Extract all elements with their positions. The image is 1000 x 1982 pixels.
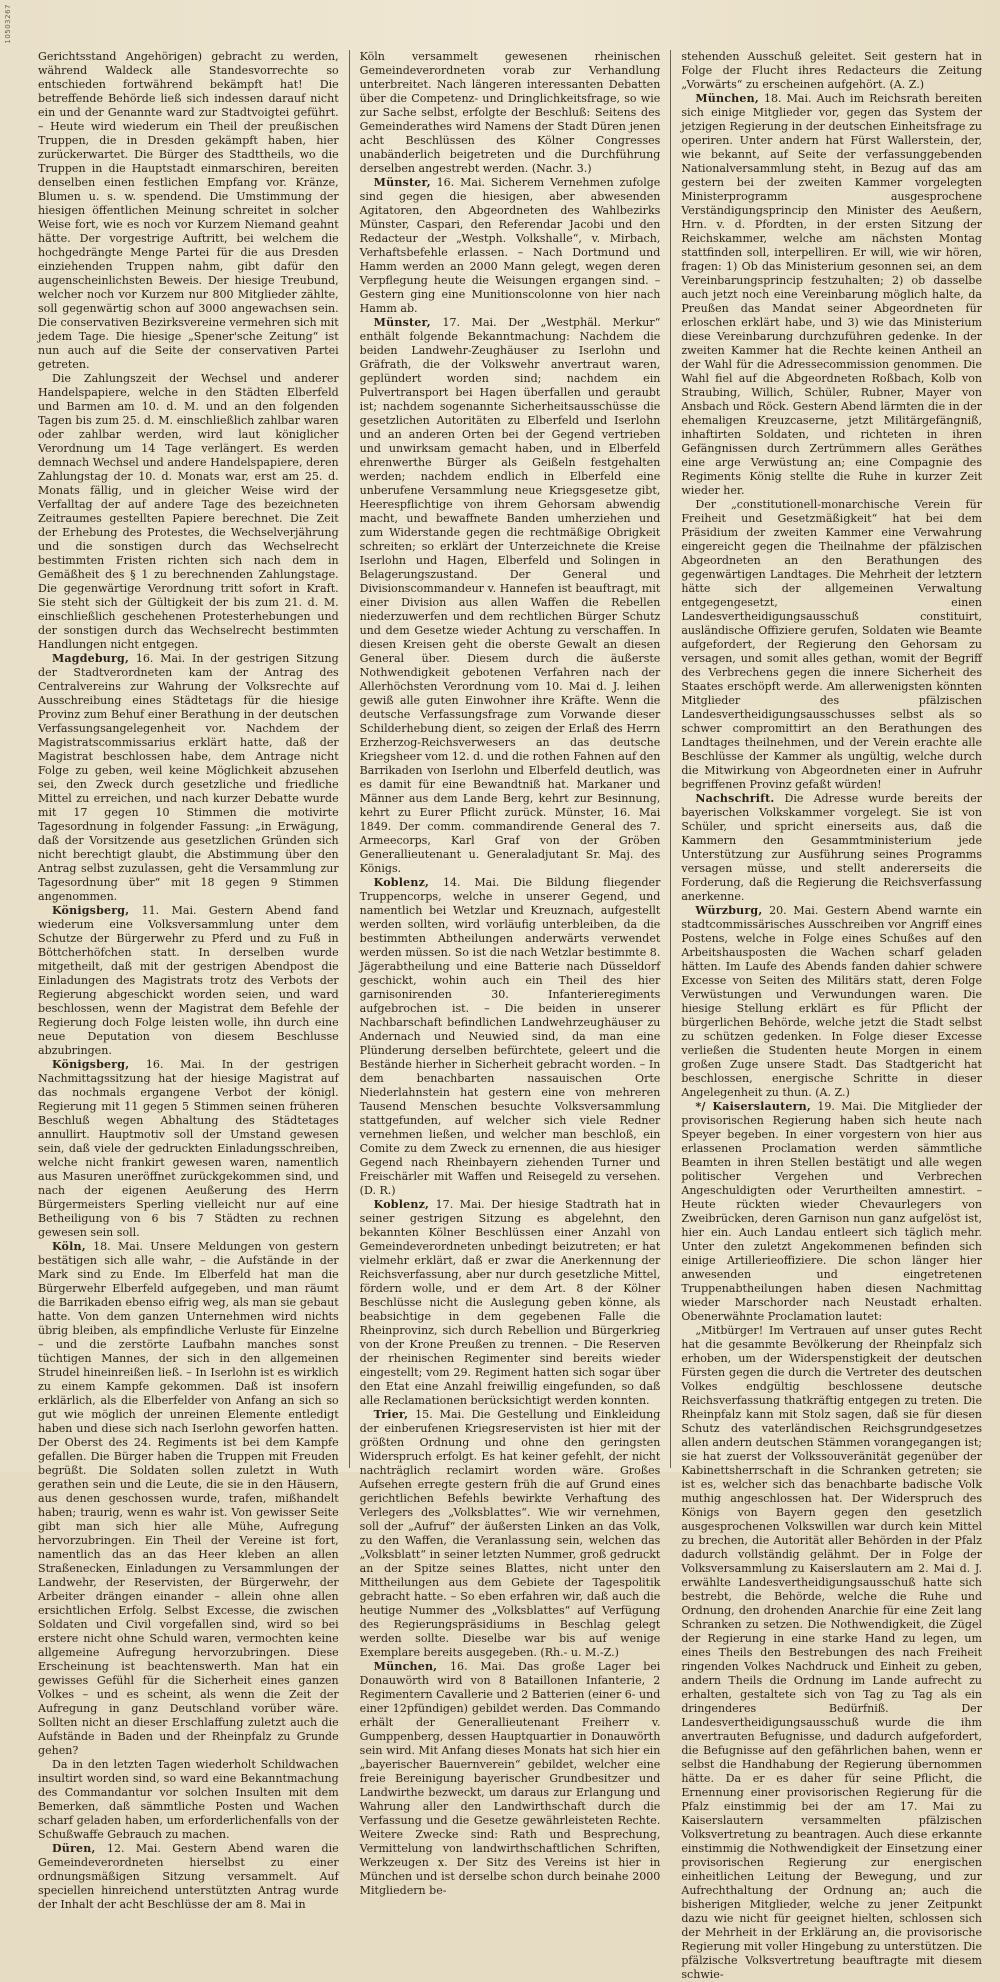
article-paragraph: [38, 652, 339, 904]
article-text: 15. Mai. Die Gestellung und Einkleidung der einberufenen Kriegsreservisten ist hier mit der größten Ordnung und ohne den geringsten Widerspruch erfolgt. Es hat keiner gefehlt, der nicht nachträglich reclamirt worden wäre. Großes Aufsehen erregte gestern früh die auf Grund eines gerichtlichen Befehls bewirkte Verhaftung des Verlegers des „Volksblattes“. Wie wir vernehmen, soll der „Aufruf“ der äußersten Linken an das Volk, zu den Waffen, die Veranlassung sein, welchen das „Volksblatt“ in seiner letzten Nummer, groß gedruckt an der Spitze seines Blattes, nicht unter den Mittheilungen aus dem Gebiete der Tagespolitik gebracht hatte. – So eben erfahren wir, daß auch die heutige Nummer des „Volksblattes“ auf Verfügung des Regierungspräsidiums in Beschlag gelegt werden sollte. Dieselbe war bis auf wenige Exemplare bereits ausgegeben. (Rh.- u. M.-Z.): [359, 1408, 661, 1659]
article-text: 18. Mai. Auch im Reichsrath bereiten sich einige Mitglieder vor, gegen das System der jetzigen Regierung in der deutschen Einheitsfrage zu operiren. Unter andern hat Fürst Wallerstein, der, wie bekannt, auf Seite der verfassunggebenden Nationalversammlung steht, in Bezug auf das am gestern bei der zweiten Kammer vorgelegten Ministerprogramm ausgesprochene Verständigungsprincip den Minister des Aeußern, Hrn. v. d. Pfordten, in der ersten Sitzung der Reichskammer, welche am nächsten Montag stattfinden soll, interpelliren. Er will, wie wir hören, fragen: 1) Ob das Ministerium gesonnen sei, an dem Vereinbarungsprincip festzuhalten; 2) ob dasselbe auch jetzt noch eine Vereinbarung möglich halte, da Preußen das Mandat seiner Abgeordneten für erloschen erklärt habe, und 3) wie das Ministerium diese Vereinbarung durchzuführen gedenke. In der zweiten Kammer hat die Rechte keinen Antheil an der Wahl für die Adressecommission genommen. Die Wahl fiel auf die Abgeordneten Roßbach, Kolb von Straubing, Willich, Schüler, Rubner, Mayer von Ansbach und Röck. Gestern Abend lärmten die in der ehemaligen Kreuzcaserne, jetzt Militärgefängniß, inhaftirten Soldaten, und richteten in ihren Gefängnissen durch Zertrümmern alles Geräthes eine arge Verwüstung an; eine Compagnie des Regiments König stellte die Ruhe in kurzer Zeit wieder her.: [681, 92, 983, 497]
article-text: Der „constitutionell-monarchische Verein für Freiheit und Gesetzmäßigkeit“ hat bei dem Präsidium der zweiten Kammer eine Verwahrung eingereicht gegen die Theilnahme der pfälzischen Abgeordneten an den Berathungen des gegenwärtigen Landtages. Die Mehrheit der letztern hätte sich der allgemeinen Verwaltung entgegengesetzt, einen Landesvertheidigungsausschuß constituirt, ausländische Offiziere gerufen, Soldaten wie Beamte aufgefordert, der Regierung den Gehorsam zu versagen, und somit alles gethan, womit der Begriff des Verbrechens gegen die innere Sicherheit des Staates erschöpft werde. Am allerwenigsten könnten Mitglieder des pfälzischen Landesvertheidigungsausschusses selbst als so schwer compromittirt an den Berathungen des Landtages theilnehmen, und der Verein erachte alle Beschlüsse der Kammer als ungültig, welche durch die Mitwirkung von Abgeordneten einer in Aufruhr begriffenen Provinz gefaßt würden!: [681, 498, 983, 791]
article-dateline: Würzburg,: [695, 904, 763, 917]
article-text: 17. Mai. Der hiesige Stadtrath hat in seiner gestrigen Sitzung es abgelehnt, den bekannten Kölner Beschlüssen einer Anzahl von Gemeindeverordneten unbedingt beizutreten; er hat vielmehr erklärt, daß er zwar die Anerkennung der Reichsverfassung, aber nur durch gesetzliche Mittel, fördern wolle, und er dem Art. 8 der Kölner Beschlüsse nicht die Auslegung geben könne, als beabsichtige in dem gegebenen Falle die Rheinprovinz, sich durch Rebellion und Bürgerkrieg von der Krone Preußen zu trennen. – Die Reserven der rheinischen Regimenter sind bereits wieder eingestellt; vom 29. Regiment hatten sich sogar über den Etat eine Anzahl freiwillig eingefunden, so daß alle Reclamationen berücksichtigt werden konnten.: [359, 1198, 661, 1407]
article-paragraph: [681, 792, 982, 904]
article-paragraph: [360, 1408, 661, 1660]
article-text: Die Zahlungszeit der Wechsel und anderer Handelspapiere, welche in den Städten Elberfeld und Barmen am 10. d. M. und an den folgenden Tagen bis zum 25. d. M. einschließlich zahlbar waren oder zahlbar werden, wird laut königlicher Verordnung um 14 Tage verlängert. Es werden demnach Wechsel und andere Handelspapiere, deren Zahlungstag der 10. d. Monats war, erst am 25. d. Monats fällig, und in gleicher Weise wird der Verfalltag der auf andere Tage des bezeichneten Zeitraumes gestellten Papiere berechnet. Die Zeit der Erhebung des Protestes, die Wechselverjährung und die sonstigen durch das Wechselrecht bestimmten Fristen richten sich nach dem in Gemäßheit des § 1 zu berechnenden Zahlungstage. Die gegenwärtige Verordnung tritt sofort in Kraft. Sie steht sich der Gültigkeit der bis zum 21. d. M. einschließlich geschehenen Protesterhebungen und der sonstigen durch das Wechselrecht bestimmten Handlungen nicht entgegen.: [38, 372, 339, 651]
article-paragraph: [360, 1660, 661, 1898]
article-dateline: Münster,: [373, 316, 431, 329]
article-paragraph: [38, 1842, 339, 1912]
article-text: Köln versammelt gewesenen rheinischen Gemeindeverordneten vorab zur Verhandlung unterbreitet. Nach längeren interessanten Debatten über die Competenz- und Dringlichkeitsfrage, so wie zur Sache selbst, erfolgte der Beschluß: Seitens des Gemeinderathes wird Namens der Stadt Düren jenen acht Beschlüssen des Kölner Congresses unabänderlich beigetreten und die Durchführung derselben angestrebt werden. (Nachr. 3.): [359, 50, 661, 175]
column-1: [28, 50, 349, 1911]
article-text: 18. Mai. Unsere Meldungen von gestern bestätigen sich alle wahr, – die Aufstände in der Mark sind zu Ende. Im Elberfeld hat man die Bürgerwehr Elberfeld aufgegeben, und man räumt die Barrikaden ebenso eifrig weg, als man sie gebaut hatte. Von dem ganzen Unternehmen wird nichts übrig bleiben, als empfindliche Verluste für Einzelne – und die zerstörte Laufbahn manches sonst tüchtigen Mannes, der sich in den allgemeinen Strudel hineinreißen ließ. – In Iserlohn ist es wirklich zu einem Kampfe gekommen. Daß ist insofern erklärlich, als die Elberfelder von Anfang an sich so gut wie möglich der unreinen Elemente entledigt haben und diese sich nach Iserlohn geworfen hatten. Der Oberst des 24. Regiments ist bei dem Kampfe gefallen. Die Bürger haben die Truppen mit Freuden begrüßt. Die Soldaten sollen zuletzt in Wuth gerathen sein und die Leute, die sie in den Häusern, aus denen geschossen wurde, trafen, mißhandelt haben; traurig, wenn es wahr ist. Von gewisser Seite gibt man sich hier alle Mühe, Aufregung hervorzubringen. Ein Theil der Vereine ist fort, namentlich das an das Heer kleben an allen Straßenecken, Einladungen zu Versammlungen der Landwehr, der Reservisten, der Bürgerwehr, der Arbeiter drängen einander – allein ohne allen ersichtlichen Erfolg. Selbst Excesse, die zwischen Soldaten und Civil vorgefallen sind, wird so bei erstere nicht ohne Schuld waren, vermochten keine allgemeine Aufregung hervorzubringen. Diese Erscheinung ist beachtenswerth. Man hat ein gewisses Gefühl für die Sicherheit eines ganzen Volkes – und es scheint, als wenn die Zeit der Aufregung in ganz Deutschland vorüber wäre. Sollten nicht an dieser Erschlaffung zuletzt auch die Aufstände in Baden und der Rheinpfalz zu Grunde gehen?: [38, 1240, 339, 1757]
article-text: Da in den letzten Tagen wiederholt Schildwachen insultirt worden sind, so ward eine Bekanntmachung des Commandantur vor solchen Insulten mit dem Bemerken, daß sämmtliche Posten und Wachen scharf geladen haben, um erforderlichenfalls von der Schußwaffe Gebrauch zu machen.: [38, 1758, 339, 1841]
column-3: [670, 50, 992, 1981]
page-id-label: 10503267: [4, 4, 12, 44]
article-text: stehenden Ausschuß geleitet. Seit gestern hat in Folge der Flucht ihres Redacteurs die Zeitung „Vorwärts“ zu erscheinen aufgehört. (A. Z.): [681, 50, 983, 91]
article-paragraph: [681, 1100, 982, 1324]
article-text: 16. Mai. In der gestrigen Sitzung der Stadtverordneten kam der Antrag des Centralvereins zur Wahrung der Volksrechte auf Ausschreibung eines Städtetags für die hiesige Provinz zum Behuf einer Berathung in der deutschen Verfassungsangelegenheit vor. Nachdem der Magistratscommissarius erklärt hatte, daß der Magistrat beschlossen habe, dem Antrage nicht Folge zu geben, weil keine Möglichkeit abzusehen sei, den Zweck durch gesetzliche und friedliche Mittel zu erreichen, und nach kurzer Debatte wurde mit 17 gegen 10 Stimmen die motivirte Tagesordnung in folgender Fassung: „in Erwägung, daß der Vorsitzende aus gesetzlichen Gründen sich nicht berechtigt glaubt, die Abstimmung über den Antrag selbst zuzulassen, geht die Versammlung zur Tagesordnung über“ mit 18 gegen 9 Stimmen angenommen.: [38, 652, 339, 903]
article-paragraph: [360, 1198, 661, 1408]
article-text: „Mitbürger! Im Vertrauen auf unser gutes Recht hat die gesammte Bevölkerung der Rheinpfalz sich erhoben, um der Widerspenstigkeit der deutschen Fürsten gegen die durch die Vertreter des deutschen Volkes endgültig beschlossene deutsche Reichsverfassung thatkräftig entgegen zu treten. Die Rheinpfalz kann mit Stolz sagen, daß sie für diesen Schutz des vaterländischen Reichsgrundgesetzes allen andern deutschen Stämmen vorangegangen ist; sie hat zuerst der Volkssouveränität gegenüber der Kabinettsherrschaft in die Schranken getreten; sie ist es, welcher sich das benachbarte badische Volk muthig angeschlossen hat. Der Widerspruch des Königs von Bayern gegen den gesetzlich ausgesprochenen Volkswillen war durch kein Mittel zu brechen, die Autorität aller Behörden in der Pfalz dadurch vollständig gelähmt. Der in Folge der Volksversammlung zu Kaiserslautern am 2. Mai d. J. erwählte Landesvertheidigungsausschuß hatte sich bestrebt, die Behörde, welche die Ruhe und Ordnung, den drohenden Anarchie für eine Zeit lang Schranken zu setzen. Die Nothwendigkeit, die Zügel der Regierung in eine starke Hand zu legen, um eines Theils den Bestrebungen des nach Freiheit ringenden Volkes Nachdruck und Einheit zu geben, andern Theils die Ordnung im Lande aufrecht zu erhalten, gestaltete sich von Tag zu Tag als ein dringenderes Bedürfniß. Der Landesvertheidigungsausschuß wurde die ihm anvertrauten Befugnisse, und dadurch aufgefordert, die Befugnisse auf den gefährlichen bahen, wenn er selbst die Handhabung der Regierung übernommen hätte. Da er es daher für seine Pflicht, die Ernennung einer provisorischen Regierung für die Pfalz einstimmig bei der am 17. Mai zu Kaiserslautern versammelten pfälzischen Volksvertretung zu beantragen. Auch diese erkannte einstimmig die Nothwendigkeit der Einsetzung einer provisorischen Regierung zur energischen einheitlichen Leitung der Bewegung, und zur Aufrechthaltung der Ordnung an; auch die bisherigen Mitglieder, welche zu jener Zeitpunkt dazu wie nicht für geeignet hielten, schlossen sich der Mehrheit in der Erklärung an, die provisorische Regierung mit voller Hingebung zu unterstützen. Die pfälzische Volksvertretung beauftragte mit diesem schwie-: [681, 1324, 983, 1981]
text-columns: [28, 50, 992, 1981]
article-text: 19. Mai. Die Mitglieder der provisorischen Regierung haben sich heute nach Speyer begeben. In einer vorgestern von hier aus erlassenen Proclamation werden sämmtliche Beamten in ihren Stellen bestätigt und alle wegen politischer Vergehen und Verbrechen Angeschuldigten oder Verurtheilten amnestirt. – Heute rückten wieder Chevaurlegers von Zweibrücken, deren Garnison nun ganz aufgelöst ist, hier ein. Auch Landau entleert sich täglich mehr. Unter den zuletzt Angekommenen befinden sich einige Artillerieoffiziere. Die schon länger hier anwesenden und eingetretenen Truppenabtheilungen haben diesen Nachmittag wieder Marschorder nach Neustadt erhalten. Obenerwähnte Proclamation lautet:: [681, 1100, 983, 1323]
article-paragraph: [681, 498, 982, 792]
article-paragraph: [681, 50, 982, 92]
article-text: 16. Mai. Das große Lager bei Donauwörth wird von 8 Bataillonen Infanterie, 2 Regimentern Cavallerie und 2 Batterien (einer 6- und einer 12pfündigen) gebildet werden. Das Commando erhält der Generallieutenant Freiherr v. Gumppenberg, dessen Hauptquartier in Donauwörth sein wird. Mit Anfang dieses Monats hat sich hier ein „bayerischer Bauernverein“ gebildet, welcher eine freie Bereinigung bayerischer Grundbesitzer und Landwirthe bezweckt, um daraus zur Erlangung und Wahrung aller den Landwirthschaft durch die Verfassung und die Gesetze gewährleisteten Rechte. Weitere Zwecke sind: Rath und Besprechung, Vermittelung von landwirthschaftlichen Schriften, Werkzeugen x. Der Sitz des Vereins ist hier in München und ist derselbe schon durch beinahe 2000 Mitgliedern be-: [359, 1660, 661, 1897]
article-text: 20. Mai. Gestern Abend warnte ein stadtcommissärisches Ausschreiben vor Angriff eines Postens, welche in Folge eines Schußes auf den Arbeitshausposten die Wachen scharf geladen hätten. Im Laufe des Abends fanden dahier schwere Excesse von Seiten des Militärs statt, deren Folge Verwüstungen und Verwundungen waren. Die hiesige Stellung erklärt es für Pflicht der bürgerlichen Behörde, welche jetzt die Stadt selbst zu schützen gedenken. In Folge dieser Excesse verließen die Studenten heute Morgen in einem großen Zuge unsere Stadt. Das Stadtgericht hat beschlossen, energische Schritte in dieser Angelegenheit zu thun. (A. Z.): [681, 904, 983, 1099]
article-paragraph: [360, 316, 661, 876]
article-text: 14. Mai. Die Bildung fliegender Truppencorps, welche in unserer Gegend, und namentlich bei Wetzlar und Kreuznach, aufgestellt werden sollten, wird vorläufig unterbleiben, da die bestimmten Abtheilungen anderwärts verwendet werden müssen. So ist die nach Wetzlar bestimmte 8. Jägerabtheilung und eine Batterie nach Düsseldorf geschickt, wohin auch ein Theil des hier garnisonirenden 30. Infanterieregiments aufgebrochen ist. – Die beiden in unserer Nachbarschaft befindlichen Landwehrzeughäuser zu Andernach und Neuwied sind, da man eine Plünderung derselben befürchtete, geleert und die Bestände hierher in Sicherheit gebracht worden. – In dem benachbarten nassauischen Orte Niederlahnstein hat gestern eine von mehreren Tausend Menschen besuchte Volksversammlung stattgefunden, auf welcher sich viele Redner vernehmen ließen, und welcher man beschloß, ein Comite zu dem Zweck zu ernennen, die aus hiesiger Gegend nach Rheinbayern ziehenden Turner und Freischärler mit Waffen und Reisegeld zu versehen. (D. R.): [359, 876, 661, 1197]
article-paragraph: [38, 904, 339, 1058]
article-paragraph: [38, 1058, 339, 1240]
article-dateline: München,: [373, 1660, 438, 1673]
article-paragraph: [38, 1758, 339, 1842]
article-paragraph: [360, 176, 661, 316]
article-paragraph: [38, 50, 339, 372]
article-dateline: Münster,: [373, 176, 431, 189]
article-dateline: Düren,: [52, 1842, 96, 1855]
article-text: 17. Mai. Der „Westphäl. Merkur“ enthält folgende Bekanntmachung: Nachdem die beiden Landwehr-Zeughäuser zu Iserlohn und Gräfrath, die der Volkswehr anvertraut waren, geplündert worden sind; nachdem ein Pulvertransport bei Hagen überfallen und geraubt ist; nachdem sogenannte Sicherheitsausschüsse die gesetzlichen Autoritäten zu Elberfeld und Iserlohn und an anderen Orten bei der Gegend vertrieben und unwirksam gemacht haben, und in Elberfeld ehrenwerthe Bürger als Geißeln festgehalten werden; nachdem endlich in Elberfeld eine unberufene Versammlung neue Kriegsgesetze gibt, Heerespflichtige von ihrem Gehorsam abwendig macht, und bewaffnete Banden umherziehen und zum Widerstande gegen die rechtmäßige Obrigkeit schreiten; so erklärt der Unterzeichnete die Kreise Iserlohn und Hagen, Elberfeld und Solingen in Belagerungszustand. Der General und Divisionscommandeur v. Hannefen ist beauftragt, mit einer Division aus allen Waffen die Rebellen niederzuwerfen und dem rechtlichen Bürger Schutz und dem Gesetze wieder Achtung zu verschaffen. In diesen Kreisen geht die oberste Gewalt an diesen General über. Diesem durch die äußerste Nothwendigkeit gebotenen Verfahren nach der Allerhöchsten Verordnung vom 10. Mai d. J. leihen gewiß alle guten Einwohner ihre Kräfte. Wenn die deutsche Verfassungsfrage zum Vorwande dieser Schilderhebung dient, so zeigen der Erlaß des Herrn Erzherzog-Reichsverwesers an das deutsche Kriegsheer vom 12. d. und die rothen Fahnen auf den Barrikaden von Iserlohn und Elberfeld deutlich, was es damit für eine Bewandtniß hat. Markaner und Männer aus dem Lande Berg, kehrt zur Besinnung, kehrt zu Eurer Pflicht zurück. Münster, 16. Mai 1849. Der comm. commandirende General des 7. Armeecorps, Karl Graf von der Gröben Generallieutenant u. Generaladjutant Sr. Maj. des Königs.: [359, 316, 661, 875]
article-text: Gerichtsstand Angehörigen) gebracht zu werden, während Waldeck alle Standesvorrechte so entschieden fortwährend bekämpft hat! Die betreffende Behörde ließ sich indessen darauf nicht ein und der Genannte ward zur Stadtvoigtei geführt. – Heute wird wiederum ein Theil der preußischen Truppen, die in Dresden gekämpft haben, hier zurückerwartet. Die Bürger des Stadttheils, wo die Truppen in die Hauptstadt einmarschiren, bereiten denselben einen festlichen Empfang vor. Kränze, Blumen u. s. w. spendend. Die Umstimmung der hiesigen öffentlichen Meinung schreitet in solcher Weise fort, wie es noch vor Kurzem Niemand geahnt hätte. Der vorgestrige Auftritt, bei welchem die hochgedrängte Menge Partei für die aus Dresden einziehenden Truppen nahm, gibt dafür den augenscheinlichsten Beweis. Der hiesige Treubund, welcher noch vor Kurzem nur 800 Mitglieder zählte, soll gegenwärtig schon auf 3000 angewachsen sein. Die conservativen Bezirksvereine vermehren sich mit jedem Tage. Die hiesige „Spener'sche Zeitung“ ist nun auch auf die Seite der conservativen Partei getreten.: [38, 50, 339, 371]
article-paragraph: [681, 904, 982, 1100]
article-dateline: Magdeburg,: [52, 652, 130, 665]
article-paragraph: [360, 876, 661, 1198]
article-dateline: Nachschrift.: [695, 792, 775, 805]
article-text: 11. Mai. Gestern Abend fand wiederum eine Volksversammlung unter dem Schutze der Bürgerwehr zu Pferd und zu Fuß in Böttcherhöfchen statt. In derselben wurde mitgetheilt, daß mit der gestrigen Abendpost die Einladungen des Magistrats trotz des Verbots der Regierung abgeschickt worden seien, und ward beschlossen, wenn der Magistrat dem Befehle der Regierung doch Folge leisten wolle, ihn durch eine neue Deputation von diesem Beschlusse abzubringen.: [38, 904, 339, 1057]
article-paragraph: [681, 92, 982, 498]
article-dateline: Koblenz,: [373, 876, 430, 889]
article-dateline: Köln,: [52, 1240, 86, 1253]
article-text: 12. Mai. Gestern Abend waren die Gemeindeverordneten hierselbst zu einer ordnungsmäßigen Sitzung versammelt. Auf speciellen hinreichend unterstützten Antrag wurde der Inhalt der acht Beschlüsse der am 8. Mai in: [38, 1842, 339, 1911]
article-text: 16. Mai. In der gestrigen Nachmittagssitzung hat der hiesige Magistrat auf das nochmals ergangene Verbot der königl. Regierung mit 11 gegen 5 Stimmen seinen früheren Beschluß wegen Abhaltung des Städtetages annullirt. Hauptmotiv soll der Umstand gewesen sein, daß viele der gedruckten Einladungsschreiben, welche nicht frankirt gewesen waren, namentlich aus Masuren uneröffnet zurückgekommen sind, und nach der eigenen Aeußerung des Herrn Bürgermeisters Sperling vielleicht nur auf eine Betheiligung von 6 bis 7 Städten zu rechnen gewesen sein soll.: [38, 1058, 339, 1239]
article-paragraph: [360, 50, 661, 176]
article-dateline: Trier,: [373, 1408, 409, 1421]
article-text: 16. Mai. Sicherem Vernehmen zufolge sind gegen die hiesigen, aber abwesenden Agitatoren, den Abgeordneten des Wahlbezirks Münster, Caspari, den Referendar Jacobi und den Redacteur der „Westph. Volkshalle“, v. Mirbach, Verhaftsbefehle erlassen. – Nach Dortmund und Hamm werden an 2000 Mann gelegt, wegen deren Verpflegung heute die Weisungen ergangen sind. – Gestern ging eine Munitionscolonne von hier nach Hamm ab.: [359, 176, 661, 315]
article-text: Die Adresse wurde bereits der bayerischen Volkskammer vorgelegt. Sie ist von Schüler, und spricht einerseits aus, daß die Kammern den Gesammtministerium jede Unterstützung zur Ausführung seines Programms versagen müsse, und stellt andererseits die Forderung, daß die Regierung die Reichsverfassung anerkenne.: [681, 792, 983, 903]
article-dateline: */ Kaiserslautern,: [695, 1100, 811, 1113]
article-dateline: München,: [695, 92, 759, 105]
article-dateline: Königsberg,: [52, 1058, 130, 1071]
column-2: [349, 50, 671, 1897]
article-paragraph: [681, 1324, 982, 1982]
article-paragraph: [38, 1240, 339, 1758]
article-dateline: Königsberg,: [52, 904, 130, 917]
article-paragraph: [38, 372, 339, 652]
article-dateline: Koblenz,: [373, 1198, 430, 1211]
